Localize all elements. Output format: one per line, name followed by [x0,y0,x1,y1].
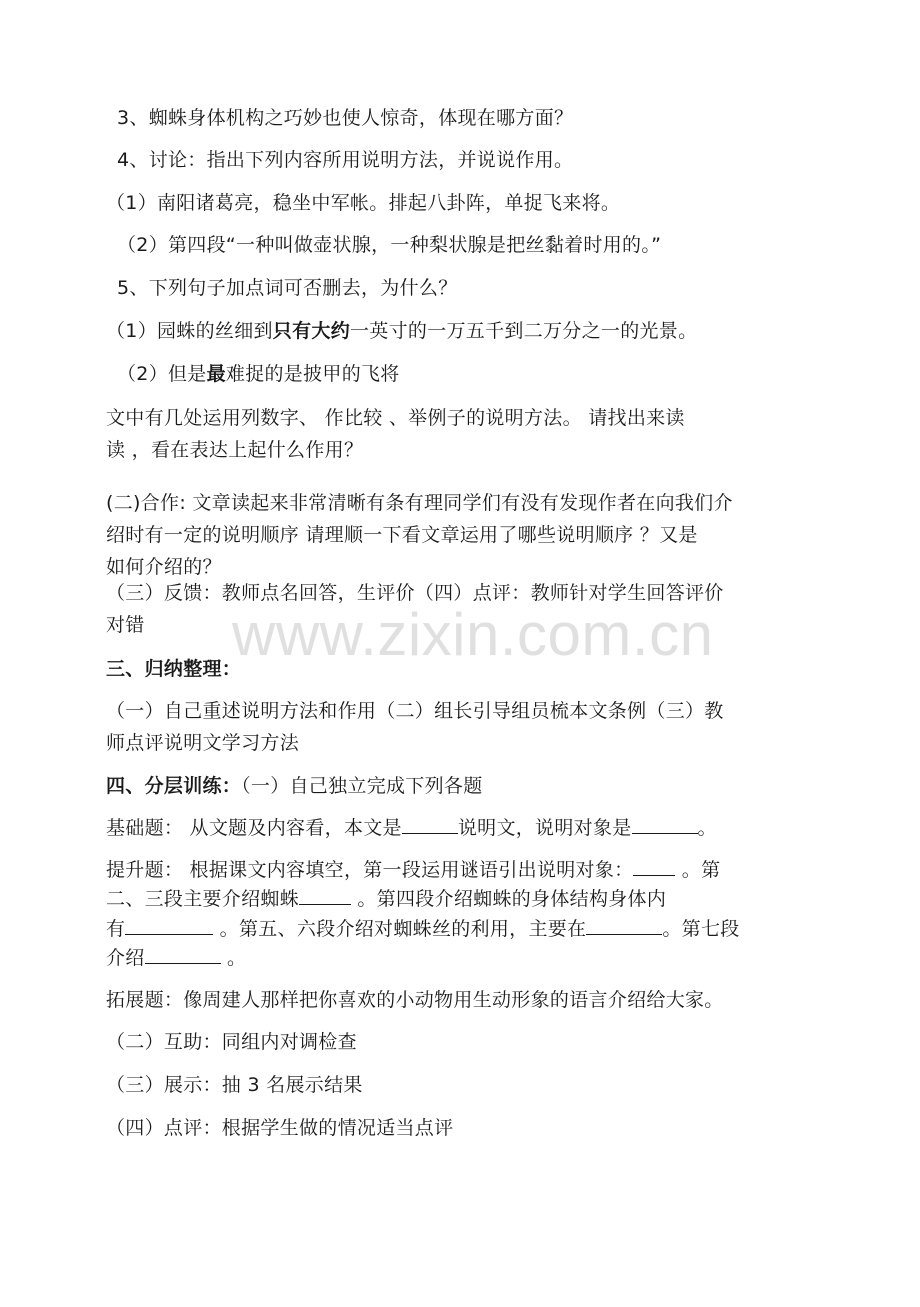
advanced-question-line-4 [106,942,818,974]
mutual-help: （二）互助：同组内对调检查 [106,1031,357,1053]
question-4: 4、讨论：指出下列内容所用说明方法，并说说作用。 [117,149,574,171]
fill-blank-2[interactable] [632,815,698,834]
question-4-item-1: （1）南阳诸葛亮，稳坐中军帐。排起八卦阵，单捉飞来将。 [106,192,621,214]
question-5: 5、下列句子加点词可否删去，为什么？ [117,277,458,299]
fill-blank-5[interactable] [125,916,213,935]
summary-line-1: （一）自己重述说明方法和作用（二）组长引导组员梳本文条例（三）教 [106,700,724,722]
basic-question-text: 基础题： 从文题及内容看，本文是 [106,817,402,839]
advanced-question-text: 介绍 [106,947,145,969]
extension-question: 拓展题：像周建人那样把你喜欢的小动物用生动形象的语言介绍给大家。 [106,989,724,1011]
q5-item-1-text-rest: 一英寸的一万五千到二万分之一的光景。 [350,320,698,342]
q5-item-2-dotted-word: 最 [206,363,226,385]
watermark: www.zixin.com.cn [232,601,714,668]
question-5-item-2 [117,358,829,390]
advanced-question-line-1 [106,854,818,886]
advanced-question-text: 。第四段介绍蜘蛛的身体结构身体内 [351,888,667,910]
fill-blank-1[interactable] [402,815,458,834]
question-3: 3、蜘蛛身体机构之巧妙也使人惊奇，体现在哪方面？ [117,107,574,129]
basic-question-text-mid: 说明文，说明对象是 [457,817,632,839]
q5-item-1-dotted-words: 只有大约 [272,320,350,342]
q5-item-2-text: （2）但是 [117,363,207,385]
advanced-question-text: 有 [106,918,126,940]
feedback-line-1: （三）反馈：教师点名回答，生评价（四）点评：教师针对学生回答评价 [106,582,724,604]
methods-question-line-1: 文中有几处运用列数字、 作比较 、举例子的说明方法。 请找出来读 [106,407,685,429]
advanced-question-text-end: 。 [220,947,247,969]
question-4-item-2: （2）第四段“一种叫做壶状腺，一种梨状腺是把丝黏着时用的。” [117,234,662,256]
teacher-review: （四）点评：根据学生做的情况适当点评 [106,1117,454,1139]
advanced-question-text: 提升题： 根据课文内容填空，第一段运用谜语引出说明对象： [106,859,634,881]
cooperation-line-1: (二)合作: 文章读起来非常清晰有条有理同学们有没有发现作者在向我们介 [106,492,733,514]
q5-item-1-text: （1）园蛛的丝细到 [106,320,273,342]
presentation: （三）展示：抽 3 名展示结果 [106,1074,363,1096]
basic-question [106,812,818,844]
methods-question-line-2: 读 ，看在表达上起什么作用？ [106,439,364,461]
section-4-heading: 四、分层训练： [106,775,242,797]
section-4-heading-line [106,770,818,802]
fill-blank-7[interactable] [145,945,221,964]
fill-blank-4[interactable] [299,886,351,905]
advanced-question-line-2 [106,883,818,915]
advanced-question-text-end: 。第 [675,859,721,881]
basic-question-end: 。 [697,817,717,839]
question-5-item-1 [106,315,818,347]
summary-line-2: 师点评说明文学习方法 [106,732,300,754]
q5-item-2-text-rest: 难捉的是披甲的飞将 [225,363,400,385]
advanced-question-text: 。第七段 [662,918,740,940]
advanced-question-text: 。第五、六段介绍对蜘蛛丝的利用，主要在 [213,918,587,940]
advanced-question-text: 二、三段主要介绍蜘蛛 [106,888,300,910]
cooperation-line-3: 如何介绍的？ [106,556,222,578]
fill-blank-3[interactable] [633,857,675,876]
cooperation-line-2: 绍时有一定的说明顺序 请理顺一下看文章运用了哪些说明顺序 ？又是 [106,524,698,546]
section-4-subtitle: （一）自己独立完成下列各题 [241,775,483,797]
feedback-line-2: 对错 [106,614,145,636]
section-3-heading: 三、归纳整理： [106,658,242,680]
fill-blank-6[interactable] [586,916,662,935]
advanced-question-line-3 [106,913,818,945]
